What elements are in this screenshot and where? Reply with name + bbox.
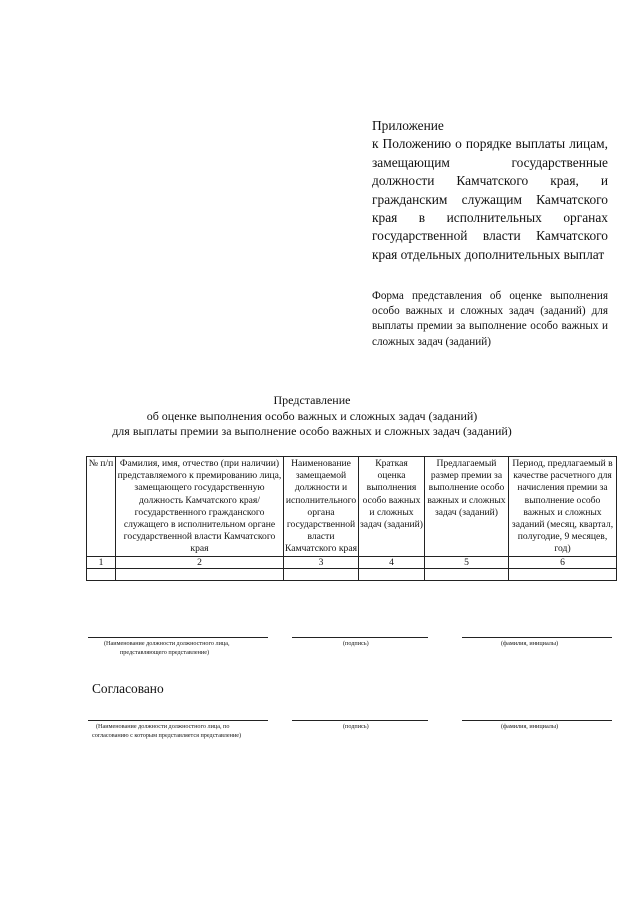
column-number: 4 <box>359 556 425 568</box>
assessment-table <box>86 456 617 581</box>
title-line-1: Представление <box>273 393 351 407</box>
column-number: 6 <box>509 556 617 568</box>
table-cell[interactable] <box>425 568 509 580</box>
title-line-2: об оценке выполнения особо важных и сложных задач (заданий) <box>146 408 478 423</box>
header-full-name: Фамилия, имя, отчество (при наличии) представляемого к премированию лица, замещающего государственную должность Камчатского края/ государственного гражданского служащего в исполнительном органе государственной власти Камчатского края <box>116 457 284 557</box>
column-number: 2 <box>116 556 284 568</box>
header-bonus-size: Предлагаемый размер премии за выполнение особо важных и сложных задач (заданий) <box>425 457 509 557</box>
signature-caption: (подпись) <box>343 640 369 647</box>
title-line-3: для выплаты премии за выполнение особо важных и сложных задач (заданий) <box>112 424 512 438</box>
signature-line[interactable] <box>292 637 428 638</box>
table-column-numbers <box>87 556 617 568</box>
header-position: Наименование замещаемой должности и исполнительного органа государственной власти Камчатского края <box>285 458 357 555</box>
signature-line[interactable] <box>292 720 428 721</box>
form-description: Форма представления об оценке выполнения особо важных и сложных задач (заданий) для выплаты премии за выполнение особо важных и сложных задач (заданий) <box>372 290 608 348</box>
appendix-note <box>372 117 608 264</box>
column-number: 1 <box>87 556 116 568</box>
document-title <box>88 393 536 440</box>
table-cell[interactable] <box>87 568 116 580</box>
name-signature-line[interactable] <box>462 637 612 638</box>
appendix-text: к Положению о порядке выплаты лицам, замещающим государственные должности Камчатского края, и гражданским служащим Камчатского края в исполнительных органах государственной власти Камчатского края отдельных дополнительных выплат <box>372 136 608 262</box>
table-cell[interactable] <box>284 568 359 580</box>
position-caption: (Наименование должности должностного лица, представляющего представление) <box>104 640 230 656</box>
name-caption: (фамилия, инициалы) <box>501 723 559 730</box>
header-number: № п/п <box>87 457 116 557</box>
table-cell[interactable] <box>509 568 617 580</box>
table-row <box>87 568 617 580</box>
appendix-heading: Приложение <box>372 118 444 133</box>
table-header-row <box>87 457 617 557</box>
position-signature-line[interactable] <box>88 637 268 638</box>
column-number: 3 <box>284 556 359 568</box>
name-caption: (фамилия, инициалы) <box>501 640 559 647</box>
header-period: Период, предлагаемый в качестве расчетного для начисления премии за выполнение особо важных и сложных заданий (месяц, квартал, полугодие, 9 месяцев, год) <box>509 457 617 557</box>
agreed-label: Согласовано <box>92 681 164 696</box>
table-cell[interactable] <box>116 568 284 580</box>
column-number: 5 <box>425 556 509 568</box>
name-signature-line[interactable] <box>462 720 612 721</box>
table-cell[interactable] <box>359 568 425 580</box>
header-assessment: Краткая оценка выполнения особо важных и сложных задач (заданий) <box>359 457 425 557</box>
position-caption: (Наименование должности должностного лица, по согласованию с которым представляется представление) <box>92 723 242 739</box>
position-signature-line[interactable] <box>88 720 268 721</box>
signature-caption: (подпись) <box>343 723 369 730</box>
